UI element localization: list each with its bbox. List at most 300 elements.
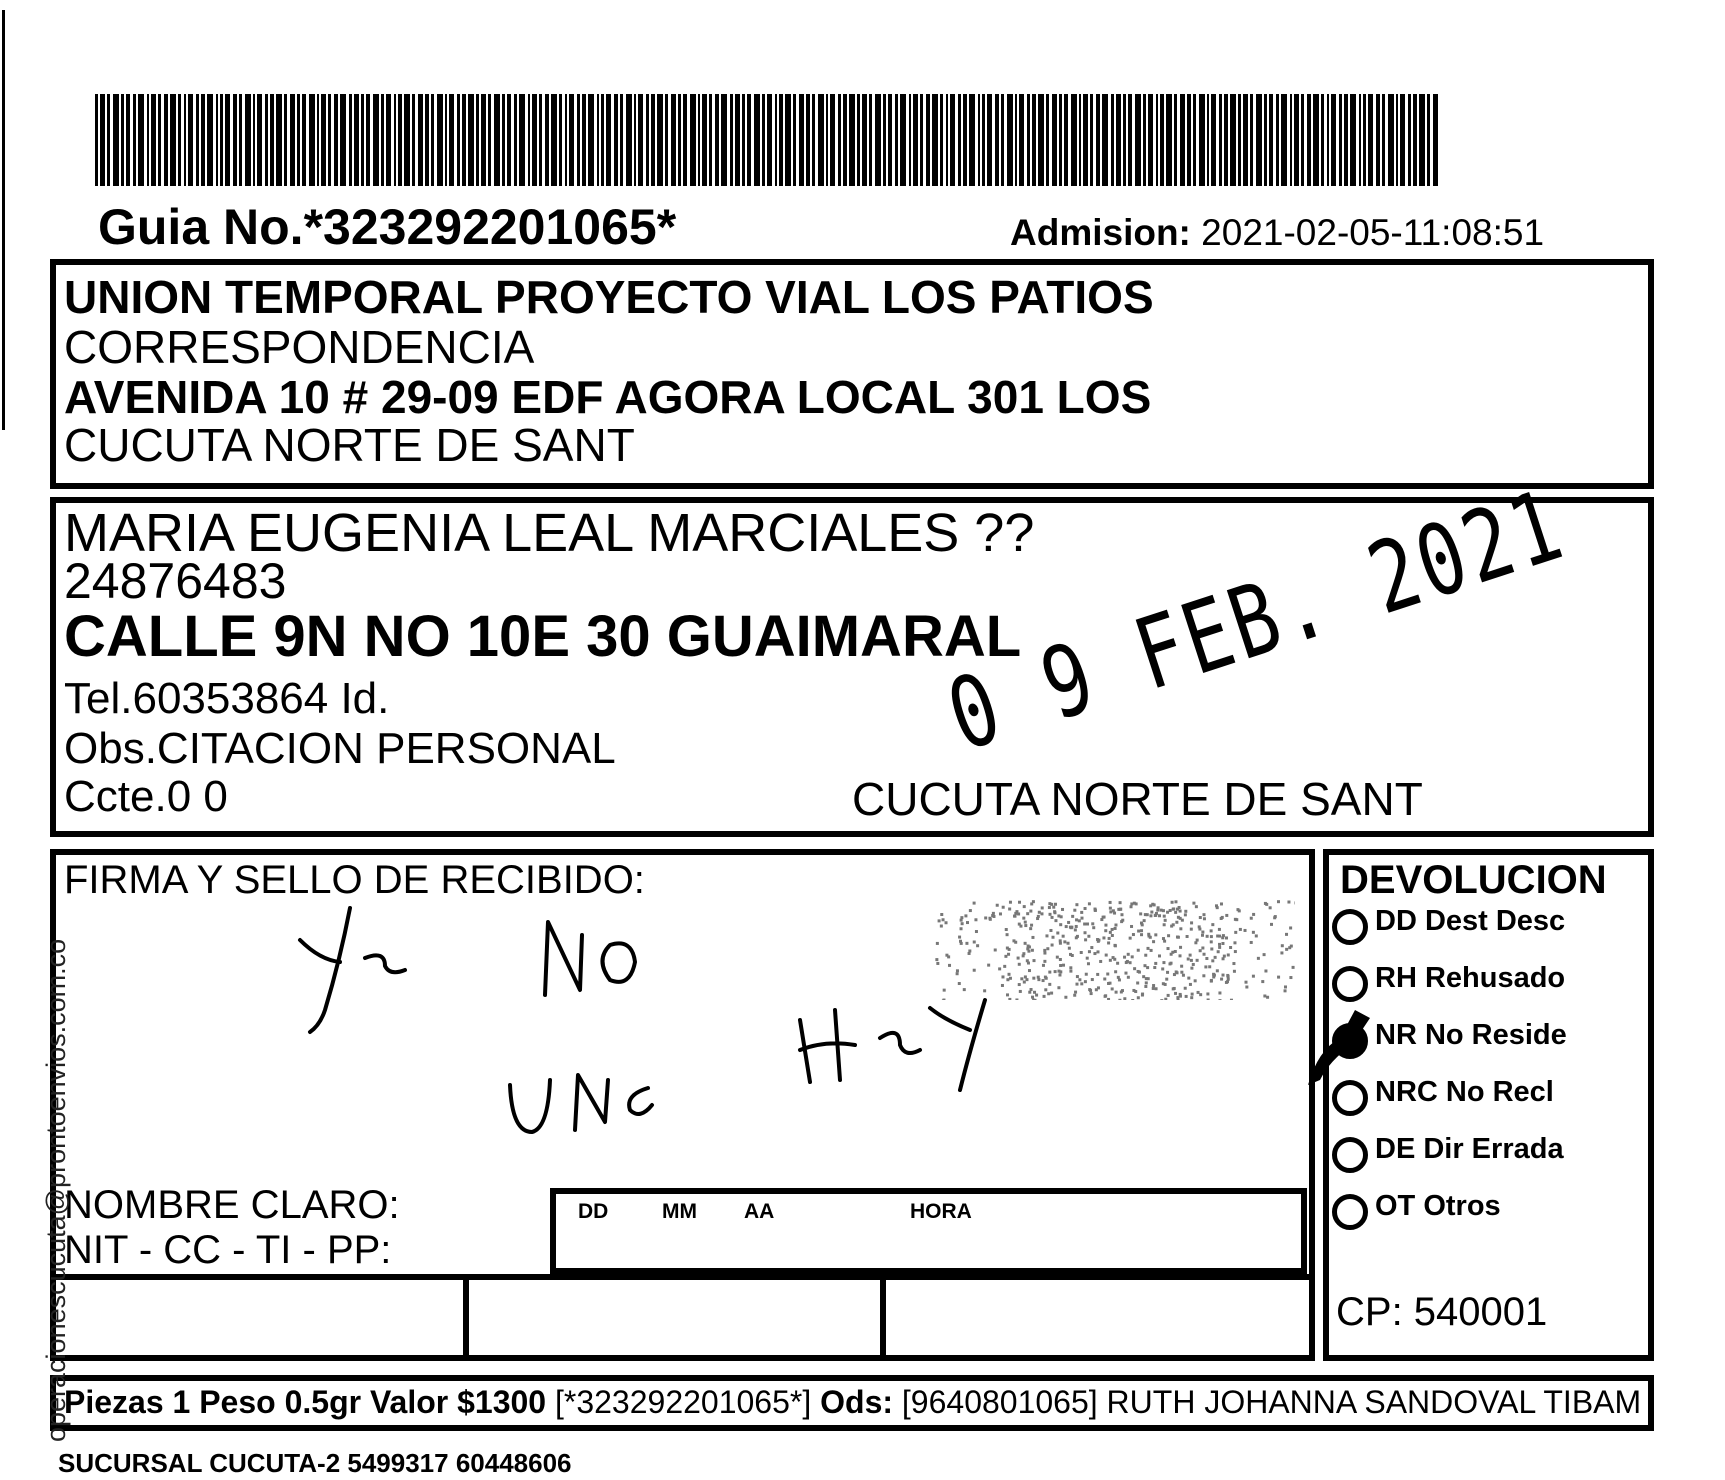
- noise-speck: [1173, 973, 1176, 976]
- noise-speck: [1120, 920, 1123, 923]
- noise-speck: [973, 902, 976, 905]
- noise-speck: [1014, 912, 1017, 915]
- noise-speck: [1212, 973, 1215, 976]
- noise-speck: [1284, 985, 1287, 988]
- footer-details: [64, 1384, 1641, 1421]
- barcode-bar: [276, 94, 282, 186]
- ods-value: [9640801065] RUTH JOHANNA SANDOVAL TIBAM: [901, 1384, 1642, 1420]
- noise-speck: [1108, 937, 1111, 940]
- noise-speck: [964, 914, 967, 917]
- noise-speck: [1104, 924, 1107, 927]
- noise-speck: [1031, 936, 1034, 939]
- return-option-label: OT Otros: [1375, 1190, 1501, 1222]
- noise-speck: [1097, 939, 1100, 942]
- barcode-bar: [995, 94, 999, 186]
- noise-speck: [1032, 999, 1035, 1000]
- noise-speck: [1053, 910, 1056, 913]
- barcode-bar: [188, 94, 193, 186]
- noise-speck: [1006, 993, 1009, 996]
- noise-speck: [1022, 917, 1025, 920]
- noise-speck: [1051, 944, 1054, 947]
- noise-speck: [1222, 957, 1225, 960]
- dd-header: DD: [578, 1200, 609, 1223]
- barcode-bar: [606, 94, 611, 186]
- barcode-bar: [107, 94, 110, 186]
- noise-speck: [1170, 925, 1173, 928]
- noise-speck: [1149, 914, 1152, 917]
- noise-speck: [1050, 992, 1053, 995]
- noise-speck: [1236, 908, 1239, 911]
- barcode-bar: [767, 94, 772, 186]
- recipient-observations: Obs.CITACION PERSONAL: [64, 724, 616, 773]
- noise-speck: [973, 969, 976, 972]
- noise-speck: [1045, 977, 1048, 980]
- noise-speck: [1203, 953, 1206, 956]
- noise-speck: [1194, 941, 1197, 944]
- return-option-label: NRC No Recl: [1375, 1076, 1554, 1108]
- noise-speck: [1103, 977, 1106, 980]
- barcode-bar: [437, 94, 443, 186]
- noise-speck: [1190, 921, 1193, 924]
- barcode-bar: [932, 94, 938, 186]
- noise-speck: [1141, 923, 1144, 926]
- recipient-id: 24876483: [64, 553, 287, 609]
- barcode-bar: [1396, 94, 1398, 186]
- barcode: [95, 94, 1445, 194]
- noise-speck: [1089, 989, 1092, 992]
- noise-speck: [1210, 947, 1213, 950]
- noise-speck: [984, 916, 987, 919]
- admission-value: 2021-02-05-11:08:51: [1201, 212, 1545, 253]
- barcode-bar: [545, 94, 549, 186]
- noise-speck: [1149, 936, 1152, 939]
- barcode-bar: [1224, 94, 1228, 186]
- pieces-value: 1: [172, 1384, 191, 1420]
- noise-speck: [1088, 902, 1091, 905]
- barcode-bar: [178, 94, 181, 186]
- noise-speck: [1164, 919, 1167, 922]
- noise-speck: [1059, 964, 1062, 967]
- noise-speck: [1109, 931, 1112, 934]
- noise-speck: [1221, 916, 1224, 919]
- barcode-bar: [678, 94, 681, 186]
- noise-speck: [1132, 989, 1135, 992]
- noise-speck: [1026, 959, 1029, 962]
- noise-speck: [1044, 988, 1047, 991]
- noise-speck: [1210, 979, 1213, 982]
- return-title: DEVOLUCION: [1340, 858, 1607, 902]
- noise-speck: [1177, 999, 1180, 1000]
- barcode-bar: [1359, 94, 1361, 186]
- noise-speck: [1018, 923, 1021, 926]
- noise-speck: [1153, 903, 1156, 906]
- noise-speck: [1147, 977, 1150, 980]
- barcode-bar: [239, 94, 242, 186]
- barcode-bar: [1307, 94, 1311, 186]
- noise-speck: [1029, 910, 1032, 913]
- noise-speck: [1277, 900, 1280, 903]
- barcode-bar: [334, 94, 338, 186]
- barcode-bar: [297, 94, 300, 186]
- barcode-bar: [1096, 94, 1100, 186]
- noise-speck: [1176, 936, 1179, 939]
- noise-speck: [1154, 914, 1157, 917]
- barcode-bar: [340, 94, 346, 186]
- barcode-bar: [457, 94, 460, 186]
- barcode-bar: [1090, 94, 1093, 186]
- noise-speck: [1043, 995, 1046, 998]
- barcode-bar: [468, 94, 474, 186]
- noise-speck: [1133, 967, 1136, 970]
- noise-speck: [1080, 917, 1083, 920]
- barcode-bar: [1207, 94, 1209, 186]
- noise-speck: [1270, 923, 1273, 926]
- noise-speck: [1087, 962, 1090, 965]
- noise-speck: [947, 955, 950, 958]
- noise-speck: [945, 921, 948, 924]
- noise-speck: [1130, 902, 1133, 905]
- barcode-bar: [507, 94, 511, 186]
- barcode-bar: [614, 94, 618, 186]
- noise-speck: [1025, 978, 1028, 981]
- noise-speck: [1174, 992, 1177, 995]
- noise-speck: [1020, 977, 1023, 980]
- noise-speck: [1179, 927, 1182, 930]
- noise-speck: [1130, 905, 1133, 908]
- noise-speck: [1132, 933, 1135, 936]
- barcode-bar: [742, 94, 745, 186]
- noise-speck: [1120, 990, 1123, 993]
- noise-speck: [1099, 960, 1102, 963]
- noise-speck: [1037, 976, 1040, 979]
- barcode-bar: [849, 94, 855, 186]
- noise-speck: [1179, 910, 1182, 913]
- noise-speck: [1190, 928, 1193, 931]
- noise-speck: [1202, 974, 1205, 977]
- noise-speck: [1179, 946, 1182, 949]
- noise-speck: [1038, 911, 1041, 914]
- noise-speck: [1220, 978, 1223, 981]
- noise-speck: [942, 999, 945, 1000]
- noise-speck: [935, 958, 938, 961]
- noise-speck: [1284, 989, 1287, 992]
- barcode-bar: [528, 94, 530, 186]
- noise-speck: [1080, 982, 1083, 985]
- noise-speck: [1059, 923, 1062, 926]
- noise-speck: [1220, 902, 1223, 905]
- noise-speck: [1229, 946, 1232, 949]
- cell-divider-2: [880, 1274, 886, 1361]
- barcode-bar: [1382, 94, 1385, 186]
- barcode-bar: [762, 94, 765, 186]
- noise-speck: [1292, 966, 1295, 969]
- barcode-bar: [1219, 94, 1222, 186]
- noise-speck: [996, 904, 999, 907]
- barcode-bar: [1256, 94, 1262, 186]
- noise-speck: [1280, 951, 1283, 954]
- noise-speck: [1113, 912, 1116, 915]
- noise-speck: [1226, 974, 1229, 977]
- noise-speck: [1004, 955, 1007, 958]
- sender-name: UNION TEMPORAL PROYECTO VIAL LOS PATIOS: [64, 271, 1154, 323]
- noise-speck: [1024, 942, 1027, 945]
- noise-speck: [1197, 991, 1200, 994]
- noise-speck: [1109, 982, 1112, 985]
- barcode-bar: [1301, 94, 1304, 186]
- noise-speck: [936, 942, 939, 945]
- noise-speck: [1117, 976, 1120, 979]
- barcode-bar: [519, 94, 525, 186]
- noise-speck: [1136, 981, 1139, 984]
- barcode-bar: [133, 94, 136, 186]
- barcode-bar: [577, 94, 580, 186]
- radio-circle-icon: [1332, 1137, 1368, 1173]
- noise-speck: [1225, 936, 1228, 939]
- noise-speck: [1102, 936, 1105, 939]
- noise-speck: [942, 918, 945, 921]
- value-label: Valor: [369, 1384, 449, 1420]
- noise-speck: [1115, 991, 1118, 994]
- barcode-bar: [626, 94, 632, 186]
- noise-speck: [1137, 949, 1140, 952]
- ods-label: Ods:: [820, 1384, 894, 1420]
- noise-speck: [1162, 937, 1165, 940]
- noise-speck: [1179, 995, 1182, 998]
- noise-speck: [1176, 971, 1179, 974]
- noise-speck: [1153, 966, 1156, 969]
- return-option-label: DE Dir Errada: [1375, 1133, 1564, 1165]
- noise-speck: [1182, 974, 1185, 977]
- noise-speck: [1100, 918, 1103, 921]
- noise-speck: [1187, 958, 1190, 961]
- barcode-bar: [735, 94, 740, 186]
- barcode-bar: [418, 94, 423, 186]
- noise-speck: [1109, 901, 1112, 904]
- noise-speck: [1139, 912, 1142, 915]
- noise-speck: [1218, 991, 1221, 994]
- noise-speck: [1083, 923, 1086, 926]
- noise-speck: [1075, 918, 1078, 921]
- noise-speck: [1024, 924, 1027, 927]
- noise-speck: [1059, 958, 1062, 961]
- noise-speck: [994, 948, 997, 951]
- barcode-bar: [565, 94, 567, 186]
- barcode-bar: [651, 94, 655, 186]
- barcode-bar: [715, 94, 719, 186]
- noise-speck: [1163, 940, 1166, 943]
- return-option-label: DD Dest Desc: [1375, 905, 1566, 937]
- noise-speck: [1049, 929, 1052, 932]
- noise-speck: [1059, 939, 1062, 942]
- noise-speck: [1056, 956, 1059, 959]
- noise-speck: [1037, 915, 1040, 918]
- barcode-bar: [494, 94, 500, 186]
- noise-speck: [1104, 995, 1107, 998]
- barcode-bar: [1350, 94, 1356, 186]
- barcode-bar: [1143, 94, 1146, 186]
- barcode-bar: [1211, 94, 1216, 186]
- barcode-bar: [875, 94, 881, 186]
- noise-speck: [999, 912, 1002, 915]
- noise-speck: [1140, 933, 1143, 936]
- cell-divider-1: [463, 1274, 469, 1361]
- noise-speck: [1265, 903, 1268, 906]
- noise-speck: [940, 925, 943, 928]
- barcode-bar: [913, 94, 918, 186]
- noise-speck: [1042, 979, 1045, 982]
- sender-address: AVENIDA 10 # 29-09 EDF AGORA LOCAL 301 LOS: [64, 371, 1152, 423]
- noise-speck: [1070, 926, 1073, 929]
- noise-speck: [1255, 934, 1258, 937]
- noise-speck: [1207, 998, 1210, 1000]
- noise-speck: [1201, 931, 1204, 934]
- postal-code: CP: 540001: [1336, 1290, 1548, 1334]
- barcode-bar: [1027, 94, 1030, 186]
- noise-speck: [1018, 983, 1021, 986]
- noise-speck: [1150, 911, 1153, 914]
- noise-speck: [1166, 971, 1169, 974]
- noise-speck: [1073, 909, 1076, 912]
- noise-speck: [1163, 915, 1166, 918]
- noise-speck: [1042, 964, 1045, 967]
- noise-speck: [1080, 911, 1083, 914]
- admission-info: [1010, 212, 1544, 254]
- noise-speck: [1104, 929, 1107, 932]
- barcode-bar: [113, 94, 119, 186]
- barcode-bar: [582, 94, 586, 186]
- noise-speck: [966, 921, 969, 924]
- noise-speck: [1109, 959, 1112, 962]
- barcode-bar: [950, 94, 955, 186]
- hora-header: HORA: [910, 1200, 972, 1223]
- noise-speck: [1022, 954, 1025, 957]
- noise-speck: [1137, 996, 1140, 999]
- noise-speck: [1006, 947, 1009, 950]
- noise-speck: [1075, 925, 1078, 928]
- barcode-bar: [449, 94, 454, 186]
- noise-speck: [1052, 906, 1055, 909]
- barcode-bar: [253, 94, 255, 186]
- noise-speck: [1230, 999, 1233, 1000]
- barcode-bar: [1032, 94, 1036, 186]
- barcode-bar: [793, 94, 796, 186]
- noise-speck: [1013, 915, 1016, 918]
- noise-speck: [1067, 942, 1070, 945]
- noise-speck: [960, 942, 963, 945]
- noise-speck: [1239, 928, 1242, 931]
- barcode-bar: [1128, 94, 1132, 186]
- noise-speck: [1201, 934, 1204, 937]
- barcode-bar: [1046, 94, 1049, 186]
- noise-speck: [1003, 965, 1006, 968]
- noise-speck: [1154, 933, 1157, 936]
- noise-speck: [1218, 928, 1221, 931]
- noise-speck: [1152, 984, 1155, 987]
- barcode-bar: [888, 94, 892, 186]
- noise-speck: [1192, 902, 1195, 905]
- barcode-bar: [164, 94, 168, 186]
- noise-speck: [1285, 948, 1288, 951]
- barcode-bar: [597, 94, 599, 186]
- barcode-bar: [1238, 94, 1241, 186]
- barcode-bar: [394, 94, 396, 186]
- guide-reference: [*323292201065*]: [554, 1384, 812, 1420]
- noise-speck: [1069, 953, 1072, 956]
- aa-header: AA: [744, 1200, 775, 1223]
- value-value: $1300: [457, 1384, 547, 1420]
- barcode-bar: [1059, 94, 1062, 186]
- barcode-bar: [779, 94, 783, 186]
- noise-speck: [1252, 975, 1255, 978]
- noise-speck: [1167, 934, 1170, 937]
- date-box-divider: [550, 1188, 556, 1278]
- noise-speck: [992, 912, 995, 915]
- noise-speck: [1084, 907, 1087, 910]
- noise-speck: [1155, 987, 1158, 990]
- noise-speck: [1185, 995, 1188, 998]
- noise-speck: [1179, 954, 1182, 957]
- barcode-bar: [284, 94, 287, 186]
- noise-speck: [1047, 992, 1050, 995]
- barcode-bar: [799, 94, 804, 186]
- noise-speck: [1060, 915, 1063, 918]
- barcode-bar: [95, 94, 98, 186]
- guide-number: Guia No.*323292201065*: [98, 199, 677, 255]
- noise-speck: [1202, 913, 1205, 916]
- noise-speck: [961, 922, 964, 925]
- noise-speck: [1218, 943, 1221, 946]
- noise-speck: [1167, 994, 1170, 997]
- barcode-bar: [170, 94, 176, 186]
- barcode-bar: [220, 94, 223, 186]
- noise-speck: [1285, 933, 1288, 936]
- noise-speck: [1190, 996, 1193, 999]
- noise-speck: [1078, 919, 1081, 922]
- noise-speck: [1172, 907, 1175, 910]
- noise-speck: [1204, 965, 1207, 968]
- noise-speck: [1052, 936, 1055, 939]
- noise-speck: [1166, 911, 1169, 914]
- barcode-bar: [646, 94, 649, 186]
- noise-speck: [1233, 941, 1236, 944]
- noise-speck: [1227, 953, 1230, 956]
- noise-speck: [1167, 947, 1170, 950]
- noise-speck: [1144, 954, 1147, 957]
- barcode-bar: [349, 94, 352, 186]
- barcode-bar: [1339, 94, 1342, 186]
- noise-speck: [1029, 927, 1032, 930]
- barcode-bar: [1433, 94, 1438, 186]
- noise-speck: [1032, 900, 1035, 903]
- barcode-bar: [445, 94, 447, 186]
- noise-speck: [1001, 984, 1004, 987]
- noise-speck: [1129, 937, 1132, 940]
- noise-speck: [1244, 929, 1247, 932]
- noise-speck: [1078, 978, 1081, 981]
- barcode-bar: [883, 94, 886, 186]
- barcode-bar: [940, 94, 943, 186]
- noise-speck: [938, 919, 941, 922]
- barcode-bar: [1116, 94, 1121, 186]
- barcode-bar: [201, 94, 205, 186]
- noise-speck: [1146, 966, 1149, 969]
- barcode-bar: [1187, 94, 1191, 186]
- barcode-bar: [569, 94, 574, 186]
- noise-speck: [1245, 981, 1248, 984]
- noise-speck: [1041, 906, 1044, 909]
- noise-speck: [1131, 999, 1134, 1000]
- return-option-label: RH Rehusado: [1375, 962, 1566, 994]
